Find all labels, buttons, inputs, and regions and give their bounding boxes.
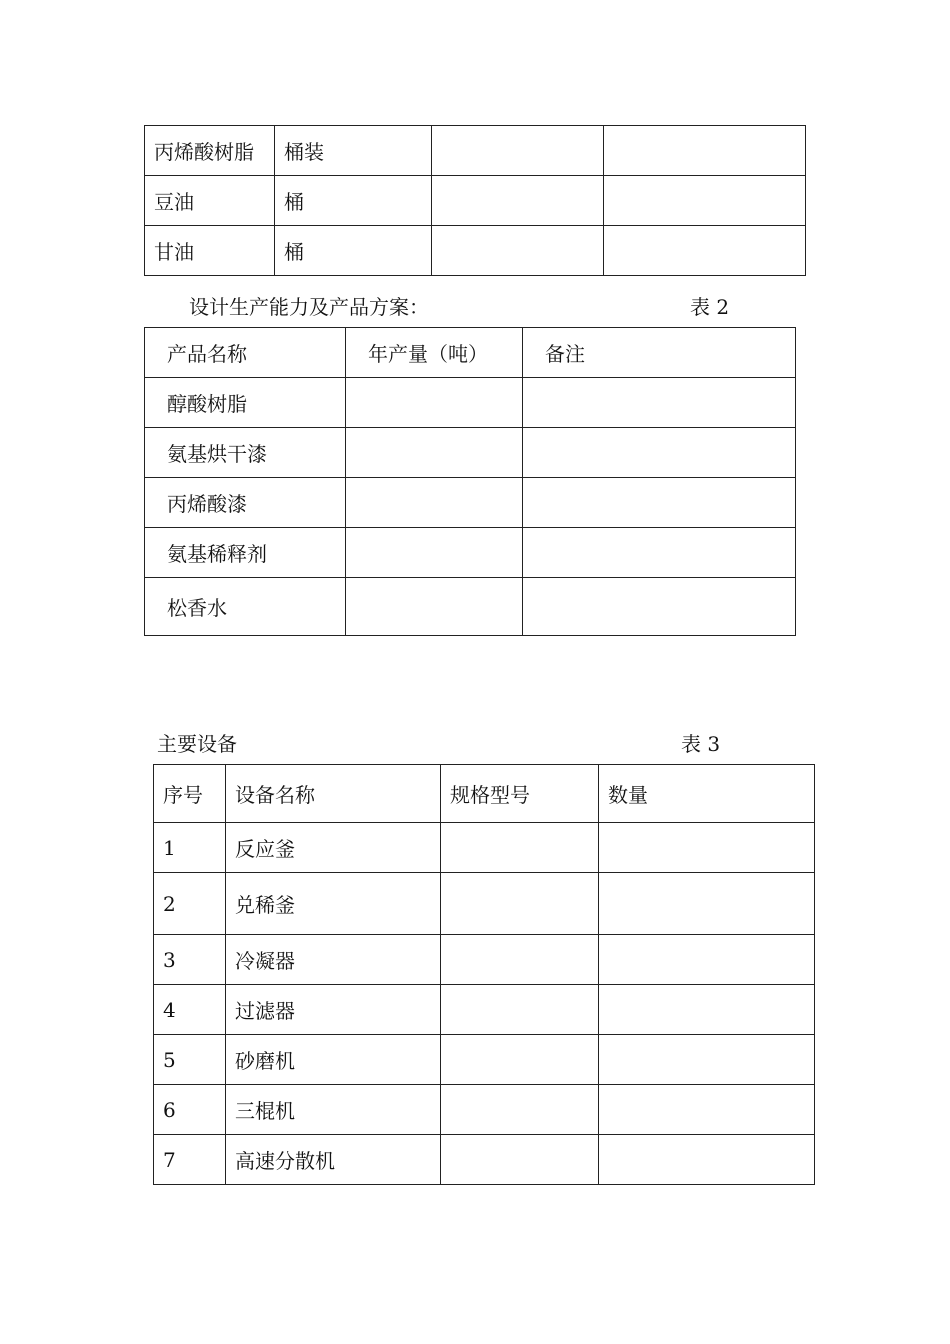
raw-material-table xyxy=(144,125,806,276)
table-cell xyxy=(599,1135,815,1185)
table-cell xyxy=(599,873,815,935)
table-cell: 三棍机 xyxy=(226,1085,441,1135)
table-cell: 3 xyxy=(154,935,226,985)
table-cell xyxy=(441,1085,599,1135)
table-cell: 过滤器 xyxy=(226,985,441,1035)
table-row xyxy=(145,226,806,276)
table-cell xyxy=(432,176,604,226)
table-row xyxy=(145,478,796,528)
table-row xyxy=(154,935,815,985)
table-cell: 松香水 xyxy=(145,578,346,636)
table-row xyxy=(145,378,796,428)
table2-caption: 设计生产能力及产品方案： xyxy=(189,295,429,319)
table-cell xyxy=(346,378,523,428)
table3-caption: 主要设备 xyxy=(157,732,237,756)
table-cell xyxy=(523,378,796,428)
table-cell: 冷凝器 xyxy=(226,935,441,985)
table-cell xyxy=(441,985,599,1035)
table-row xyxy=(154,873,815,935)
table-cell: 豆油 xyxy=(145,176,275,226)
table-cell: 7 xyxy=(154,1135,226,1185)
table-cell: 氨基稀释剂 xyxy=(145,528,346,578)
table-row xyxy=(145,578,796,636)
table-cell xyxy=(441,935,599,985)
table-cell xyxy=(523,528,796,578)
table-cell xyxy=(599,985,815,1035)
table-header-row xyxy=(145,328,796,378)
column-header: 产品名称 xyxy=(145,328,346,378)
column-header: 序号 xyxy=(154,765,226,823)
table-cell: 6 xyxy=(154,1085,226,1135)
table-row xyxy=(145,528,796,578)
table2-label: 表 2 xyxy=(690,295,730,319)
table-cell: 兑稀釜 xyxy=(226,873,441,935)
table-cell: 桶 xyxy=(275,226,432,276)
table-row xyxy=(145,428,796,478)
table-cell: 高速分散机 xyxy=(226,1135,441,1185)
column-header: 规格型号 xyxy=(441,765,599,823)
table-row xyxy=(154,1085,815,1135)
table-cell: 砂磨机 xyxy=(226,1035,441,1085)
table-cell: 桶 xyxy=(275,176,432,226)
column-header: 数量 xyxy=(599,765,815,823)
table-row xyxy=(154,985,815,1035)
table-cell xyxy=(599,1035,815,1085)
table3-label: 表 3 xyxy=(681,732,721,756)
table-cell xyxy=(599,935,815,985)
table-row xyxy=(154,823,815,873)
table-cell xyxy=(604,226,806,276)
table-cell xyxy=(604,126,806,176)
table-cell xyxy=(346,528,523,578)
table-header-row xyxy=(154,765,815,823)
table-cell xyxy=(523,478,796,528)
table-cell: 5 xyxy=(154,1035,226,1085)
table-cell: 2 xyxy=(154,873,226,935)
table-cell: 1 xyxy=(154,823,226,873)
table-cell xyxy=(346,478,523,528)
table-cell xyxy=(441,873,599,935)
production-plan-table xyxy=(144,327,796,636)
table-cell: 氨基烘干漆 xyxy=(145,428,346,478)
table-cell xyxy=(432,226,604,276)
table-cell: 桶装 xyxy=(275,126,432,176)
table-cell xyxy=(599,1085,815,1135)
table-cell xyxy=(604,176,806,226)
column-header: 年产量（吨） xyxy=(346,328,523,378)
table-cell xyxy=(441,823,599,873)
table-cell xyxy=(599,823,815,873)
table-cell: 4 xyxy=(154,985,226,1035)
column-header: 备注 xyxy=(523,328,796,378)
table-row xyxy=(145,176,806,226)
table-cell: 丙烯酸树脂 xyxy=(145,126,275,176)
table-cell: 反应釜 xyxy=(226,823,441,873)
table-row xyxy=(154,1135,815,1185)
table-cell xyxy=(346,578,523,636)
table-cell: 甘油 xyxy=(145,226,275,276)
table-cell xyxy=(432,126,604,176)
table-cell: 醇酸树脂 xyxy=(145,378,346,428)
equipment-table xyxy=(153,764,815,1185)
table-row xyxy=(154,1035,815,1085)
column-header: 设备名称 xyxy=(226,765,441,823)
table-cell xyxy=(523,578,796,636)
table-cell xyxy=(441,1135,599,1185)
table-cell xyxy=(346,428,523,478)
table-row xyxy=(145,126,806,176)
table-cell: 丙烯酸漆 xyxy=(145,478,346,528)
table-cell xyxy=(441,1035,599,1085)
table-cell xyxy=(523,428,796,478)
